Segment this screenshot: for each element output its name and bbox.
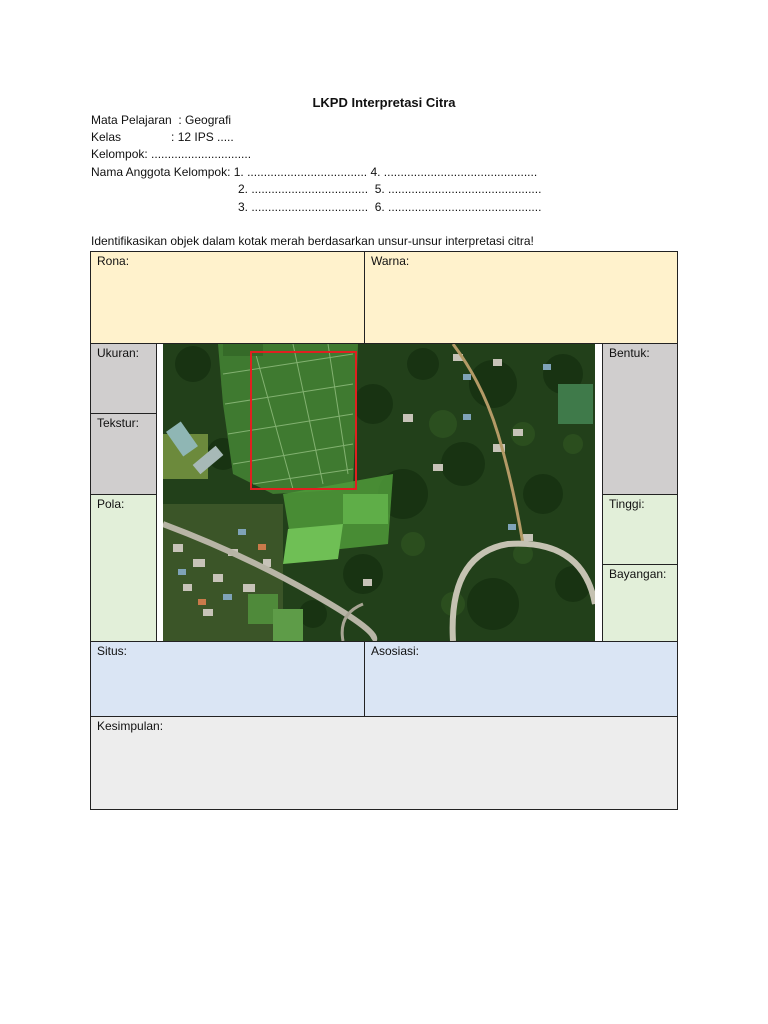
label-kesimpulan: Kesimpulan: [97,719,164,733]
label-asosiasi: Asosiasi: [371,644,420,658]
subject-line: Mata Pelajaran : Geografi [91,113,232,127]
members-line-1: Nama Anggota Kelompok: 1. .................................... 4. .............................................. [91,165,538,179]
cell-rona[interactable] [90,251,365,344]
cell-pola[interactable] [90,494,157,642]
cell-situs[interactable] [90,641,365,717]
cell-tekstur[interactable] [90,413,157,495]
label-tinggi: Tinggi: [609,497,645,511]
cell-bentuk[interactable] [602,343,678,495]
label-bayangan: Bayangan: [609,567,667,581]
label-ukuran: Ukuran: [97,346,140,360]
label-rona: Rona: [97,254,130,268]
satellite-image [163,344,595,641]
group-line: Kelompok: .............................. [91,147,252,161]
members-line-2: 2. ................................... 5. .............................................. [238,182,542,196]
cell-tinggi[interactable] [602,494,678,565]
cell-asosiasi[interactable] [364,641,678,717]
label-tekstur: Tekstur: [97,416,140,430]
page-title: LKPD Interpretasi Citra [312,95,456,110]
cell-ukuran[interactable] [90,343,157,414]
cell-kesimpulan[interactable] [90,716,678,810]
instruction: Identifikasikan objek dalam kotak merah berdasarkan unsur-unsur interpretasi citra! [91,234,534,248]
label-warna: Warna: [371,254,410,268]
members-line-3: 3. ................................... 6. .............................................. [238,200,542,214]
label-situs: Situs: [97,644,128,658]
cell-bayangan[interactable] [602,564,678,642]
label-pola: Pola: [97,497,125,511]
label-bentuk: Bentuk: [609,346,650,360]
class-line: Kelas : 12 IPS ..... [91,130,234,144]
cell-warna[interactable] [364,251,678,344]
